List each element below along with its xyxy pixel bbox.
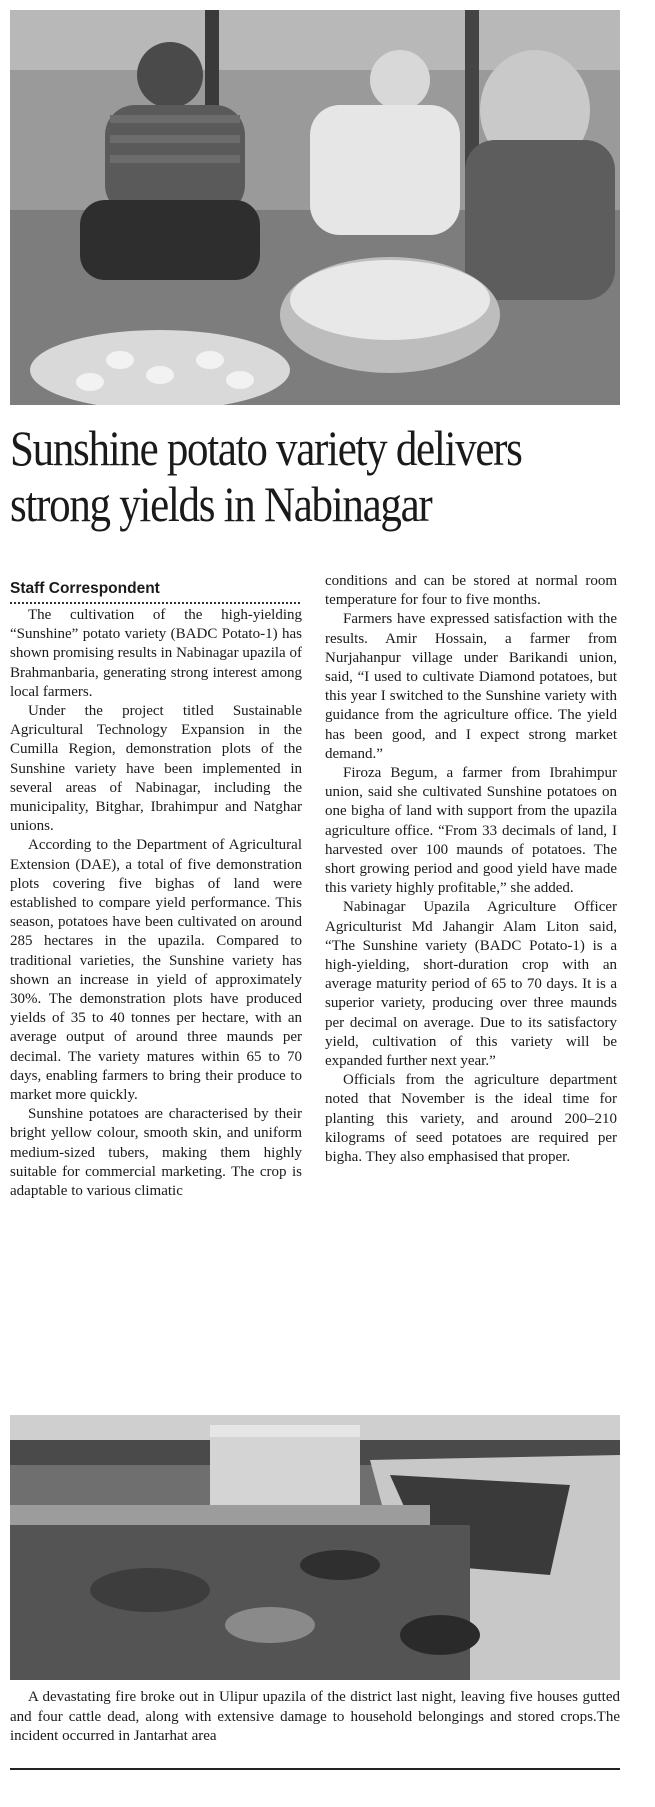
article-paragraph: Farmers have expressed satisfaction with the results. Amir Hossain, a farmer from Nurjahanpur village under Barikandi union, said, “I used to cultivate Diamond potatoes, but this year I switched to the Sunshine variety with guidance from the agriculture office. The yield has been good, and I expect strong market demand.” bbox=[325, 611, 617, 762]
byline: Staff Correspondent bbox=[10, 580, 300, 604]
article-column-right bbox=[325, 572, 617, 1167]
fire-photo-caption: A devastating fire broke out in Ulipur upazila of the district last night, leaving five houses gutted and four cattle dead, along with extensive damage to household belongings and stored crops.The incident occurred in Jantarhat area bbox=[10, 1689, 620, 1745]
fire-damage-photo bbox=[10, 1415, 620, 1680]
article-paragraph: Firoza Begum, a farmer from Ibrahimpur union, said she cultivated Sunshine potatoes on one bigha of land with support from the upazila agriculture office. “From 33 decimals of land, I harvested over 100 maunds of potatoes. The short growing period and good yield have made this variety highly profitable,” she added. bbox=[325, 765, 617, 897]
article-paragraph: conditions and can be stored at normal room temperature for four to five months. bbox=[325, 573, 617, 609]
article-paragraph: Under the project titled Sustainable Agricultural Technology Expansion in the Cumilla Region, demonstration plots of the Sunshine variety have been implemented in several areas of Nabinagar, including the municipality, Bitghar, Ibrahimpur and Natghar unions. bbox=[10, 703, 302, 835]
section-divider bbox=[10, 1768, 620, 1770]
article-column-left bbox=[10, 606, 302, 1201]
farmers-potato-photo bbox=[10, 10, 620, 405]
article-paragraph: The cultivation of the high-yielding “Sunshine” potato variety (BADC Potato-1) has shown promising results in Nabinagar upazila of Brahmanbaria, generating strong interest among local farmers. bbox=[10, 607, 302, 700]
article-paragraph: According to the Department of Agricultural Extension (DAE), a total of five demonstration plots covering five bighas of land were established to compare yield performance. This season, potatoes have been cultivated on around 285 hectares in the upazila. Compared to traditional varieties, the Sunshine variety has shown an increase in yield of approximately 30%. The demonstration plots have produced yields of 35 to 40 tonnes per hectare, with an average output of around three maunds per decimal. The variety matures within 65 to 70 days, enabling farmers to bring their produce to market more quickly. bbox=[10, 837, 302, 1104]
article-paragraph: Nabinagar Upazila Agriculture Officer Agriculturist Md Jahangir Alam Liton said, “The Sunshine variety (BADC Potato-1) is a high-yielding, short-duration crop with an average maturity period of 65 to 70 days. It is a superior variety, producing over three maunds per decimal on average. Due to its satisfactory yield, cultivation of this variety will be expanded further next year.” bbox=[325, 899, 617, 1070]
article-headline: Sunshine potato variety delivers strong yields in Nabinagar bbox=[10, 420, 522, 532]
article-paragraph: Sunshine potatoes are characterised by their bright yellow colour, smooth skin, and uniform medium-sized tubers, making them highly suitable for commercial marketing. The crop is adaptable to various climatic bbox=[10, 1106, 302, 1200]
article-paragraph: Officials from the agriculture department noted that November is the ideal time for planting this variety, and around 200–210 kilograms of seed potatoes are required per bigha. They also emphasised that proper. bbox=[325, 1072, 617, 1166]
